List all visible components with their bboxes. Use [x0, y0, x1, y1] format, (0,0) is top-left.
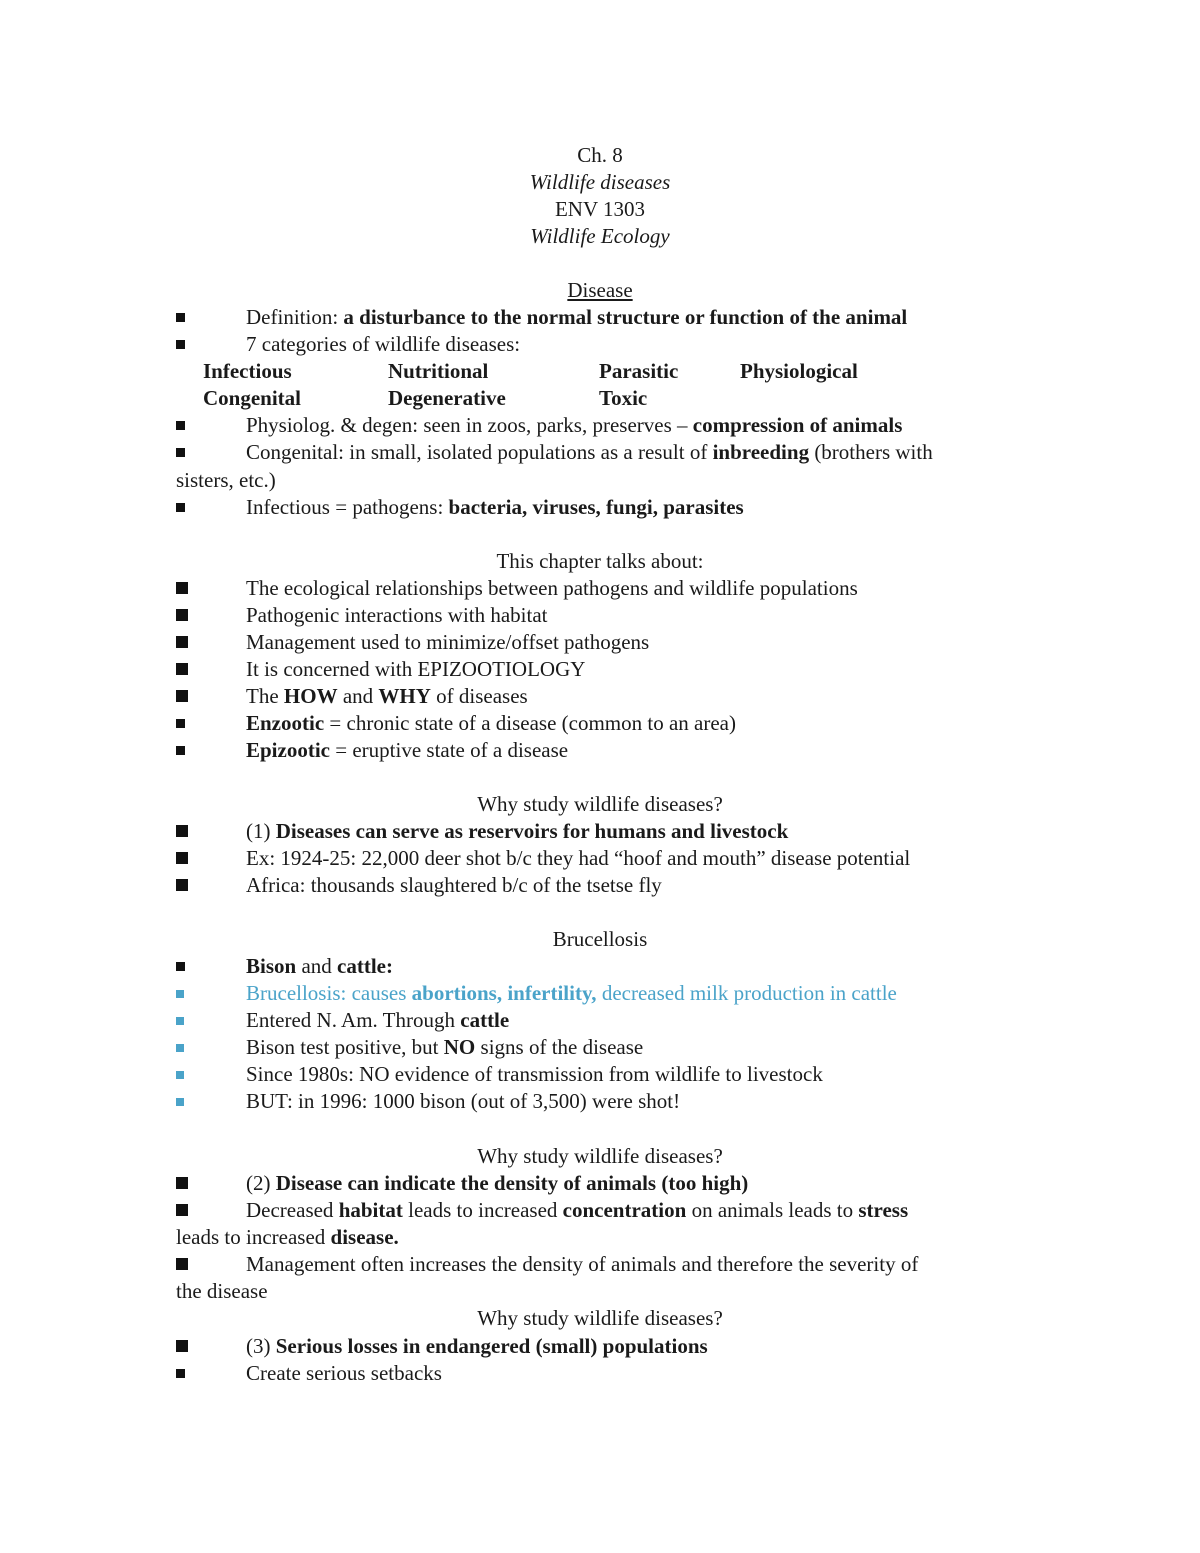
bullet-square-icon [176, 663, 188, 675]
section-heading-brucellosis: Brucellosis [552, 927, 648, 951]
list-item: Since 1980s: NO evidence of transmission from wildlife to livestock [176, 1061, 1036, 1088]
bullet-square-icon [176, 503, 185, 512]
bullet-square-icon [176, 636, 188, 648]
bullet-square-icon [176, 990, 184, 998]
section-heading-why-3: Why study wildlife diseases? [477, 1306, 723, 1330]
list-item: (3) Serious losses in endangered (small) populations [176, 1333, 1036, 1360]
list-item: Congenital: in small, isolated populations as a result of inbreeding (brothers with [176, 439, 1036, 466]
list-item: Africa: thousands slaughtered b/c of the tsetse fly [176, 872, 1036, 899]
bullet-square-icon [176, 1017, 184, 1025]
list-item: Ex: 1924-25: 22,000 deer shot b/c they had “hoof and mouth” disease potential [176, 845, 1036, 872]
bullet-square-icon [176, 1098, 184, 1106]
list-item: Management often increases the density of animals and therefore the severity of [176, 1251, 1036, 1278]
list-item: It is concerned with EPIZOOTIOLOGY [176, 656, 1036, 683]
bullet-square-icon [176, 690, 188, 702]
bullet-square-icon [176, 852, 188, 864]
category-cell: Degenerative [388, 386, 506, 410]
bullet-square-icon [176, 1071, 184, 1079]
category-cell: Parasitic [599, 359, 679, 383]
section-heading-why-2: Why study wildlife diseases? [477, 1144, 723, 1168]
list-item: Infectious = pathogens: bacteria, viruses, fungi, parasites [176, 494, 1036, 521]
list-item: Create serious setbacks [176, 1360, 1036, 1387]
section-heading-why-1: Why study wildlife diseases? [477, 792, 723, 816]
list-item: Entered N. Am. Through cattle [176, 1007, 1036, 1034]
list-item: Bison and cattle: [176, 953, 1036, 980]
category-cell: Physiological [740, 359, 858, 383]
bullet-square-icon [176, 879, 188, 891]
list-item: Bison test positive, but NO signs of the disease [176, 1034, 1036, 1061]
bullet-square-icon [176, 746, 185, 755]
bullet-square-icon [176, 1369, 185, 1378]
bullet-square-icon [176, 1177, 188, 1189]
chapter-topic: Wildlife diseases [529, 170, 671, 194]
list-item: Enzootic = chronic state of a disease (common to an area) [176, 710, 1036, 737]
list-item: Pathogenic interactions with habitat [176, 602, 1036, 629]
list-item: The HOW and WHY of diseases [176, 683, 1036, 710]
list-item: Management used to minimize/offset pathogens [176, 629, 1036, 656]
category-cell: Nutritional [388, 359, 489, 383]
list-item: BUT: in 1996: 1000 bison (out of 3,500) were shot! [176, 1088, 1036, 1115]
bullet-square-icon [176, 825, 188, 837]
category-cell: Toxic [599, 386, 648, 410]
bullet-square-icon [176, 1204, 188, 1216]
category-cell: Infectious [203, 359, 292, 383]
chapter-number: Ch. 8 [577, 143, 623, 167]
bullet-square-icon [176, 1258, 188, 1270]
bullet-square-icon [176, 1340, 188, 1352]
list-item: Epizootic = eruptive state of a disease [176, 737, 1036, 764]
bullet-square-icon [176, 313, 185, 322]
list-item: Decreased habitat leads to increased concentration on animals leads to stress [176, 1197, 1036, 1224]
bullet-square-icon [176, 719, 185, 728]
list-item: (2) Disease can indicate the density of animals (too high) [176, 1170, 1036, 1197]
bullet-square-icon [176, 609, 188, 621]
section-heading-disease: Disease [567, 278, 633, 302]
list-item-highlighted: Brucellosis: causes abortions, infertility, decreased milk production in cattle [176, 980, 1036, 1007]
bullet-square-icon [176, 421, 185, 430]
bullet-square-icon [176, 448, 185, 457]
bullet-square-icon [176, 340, 185, 349]
list-item: (1) Diseases can serve as reservoirs for humans and livestock [176, 818, 1036, 845]
category-cell: Congenital [203, 386, 302, 410]
course-code: ENV 1303 [554, 197, 646, 221]
bullet-square-icon [176, 582, 188, 594]
list-item-continuation: sisters, etc.) [176, 468, 276, 492]
list-item-continuation: the disease [176, 1279, 268, 1303]
bullet-square-icon [176, 962, 185, 971]
list-item: The ecological relationships between pathogens and wildlife populations [176, 575, 1036, 602]
bullet-square-icon [176, 1044, 184, 1052]
list-item: Physiolog. & degen: seen in zoos, parks, preserves – compression of animals [176, 412, 1036, 439]
list-item-continuation: leads to increased disease. [176, 1225, 399, 1249]
section-heading-chapter: This chapter talks about: [496, 549, 704, 573]
list-item: Definition: a disturbance to the normal structure or function of the animal [176, 304, 1036, 331]
course-name: Wildlife Ecology [530, 224, 670, 248]
list-item: 7 categories of wildlife diseases: [176, 331, 1036, 358]
